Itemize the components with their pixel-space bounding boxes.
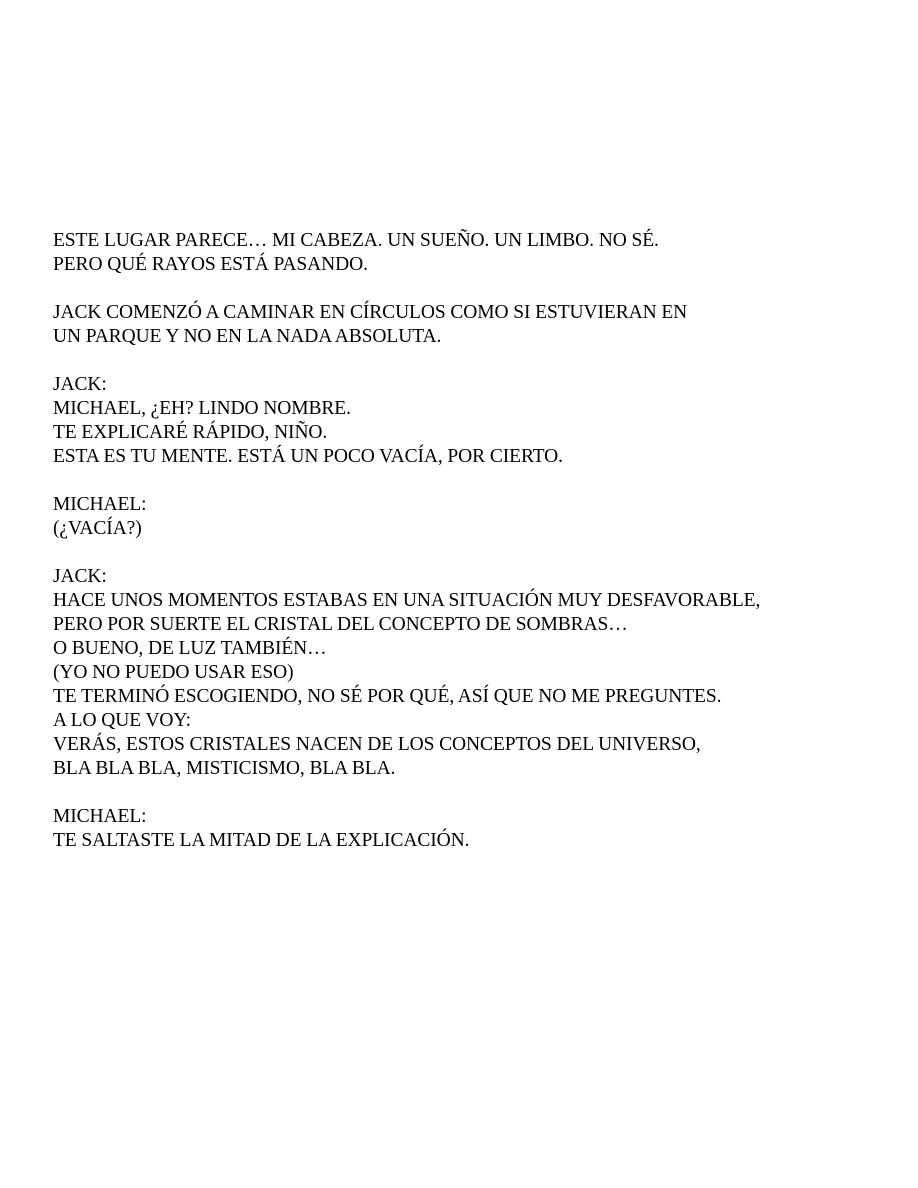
text-line: HACE UNOS MOMENTOS ESTABAS EN UNA SITUACIÓN MUY DESFAVORABLE, — [53, 590, 761, 611]
speaker-name: MICHAEL: — [53, 806, 147, 827]
dialogue-jack-1 — [53, 373, 873, 469]
paragraph-1 — [53, 229, 873, 277]
text-line: (YO NO PUEDO USAR ESO) — [53, 662, 294, 683]
text-line: JACK COMENZÓ A CAMINAR EN CÍRCULOS COMO SI ESTUVIERAN EN — [53, 302, 688, 323]
text-line: PERO POR SUERTE EL CRISTAL DEL CONCEPTO DE SOMBRAS… — [53, 614, 628, 635]
paragraph-2 — [53, 301, 873, 349]
text-line: VERÁS, ESTOS CRISTALES NACEN DE LOS CONCEPTOS DEL UNIVERSO, — [53, 734, 701, 755]
text-line: A LO QUE VOY: — [53, 710, 191, 731]
text-line: MICHAEL, ¿EH? LINDO NOMBRE. — [53, 398, 351, 419]
text-line: TE TERMINÓ ESCOGIENDO, NO SÉ POR QUÉ, ASÍ QUE NO ME PREGUNTES. — [53, 686, 722, 707]
text-line: ESTE LUGAR PARECE… MI CABEZA. UN SUEÑO. UN LIMBO. NO SÉ. — [53, 230, 659, 251]
text-line: TE SALTASTE LA MITAD DE LA EXPLICACIÓN. — [53, 830, 470, 851]
dialogue-michael-2 — [53, 805, 873, 853]
text-line: UN PARQUE Y NO EN LA NADA ABSOLUTA. — [53, 326, 442, 347]
speaker-name: JACK: — [53, 566, 107, 587]
text-line: PERO QUÉ RAYOS ESTÁ PASANDO. — [53, 254, 368, 275]
text-line: ESTA ES TU MENTE. ESTÁ UN POCO VACÍA, POR CIERTO. — [53, 446, 563, 467]
speaker-name: MICHAEL: — [53, 494, 147, 515]
text-line: TE EXPLICARÉ RÁPIDO, NIÑO. — [53, 422, 328, 443]
dialogue-jack-2 — [53, 565, 873, 781]
speaker-name: JACK: — [53, 374, 107, 395]
text-line: O BUENO, DE LUZ TAMBIÉN… — [53, 638, 327, 659]
dialogue-michael-1 — [53, 493, 873, 541]
text-line: (¿VACÍA?) — [53, 518, 142, 539]
script-text — [53, 229, 873, 877]
text-line: BLA BLA BLA, MISTICISMO, BLA BLA. — [53, 758, 396, 779]
